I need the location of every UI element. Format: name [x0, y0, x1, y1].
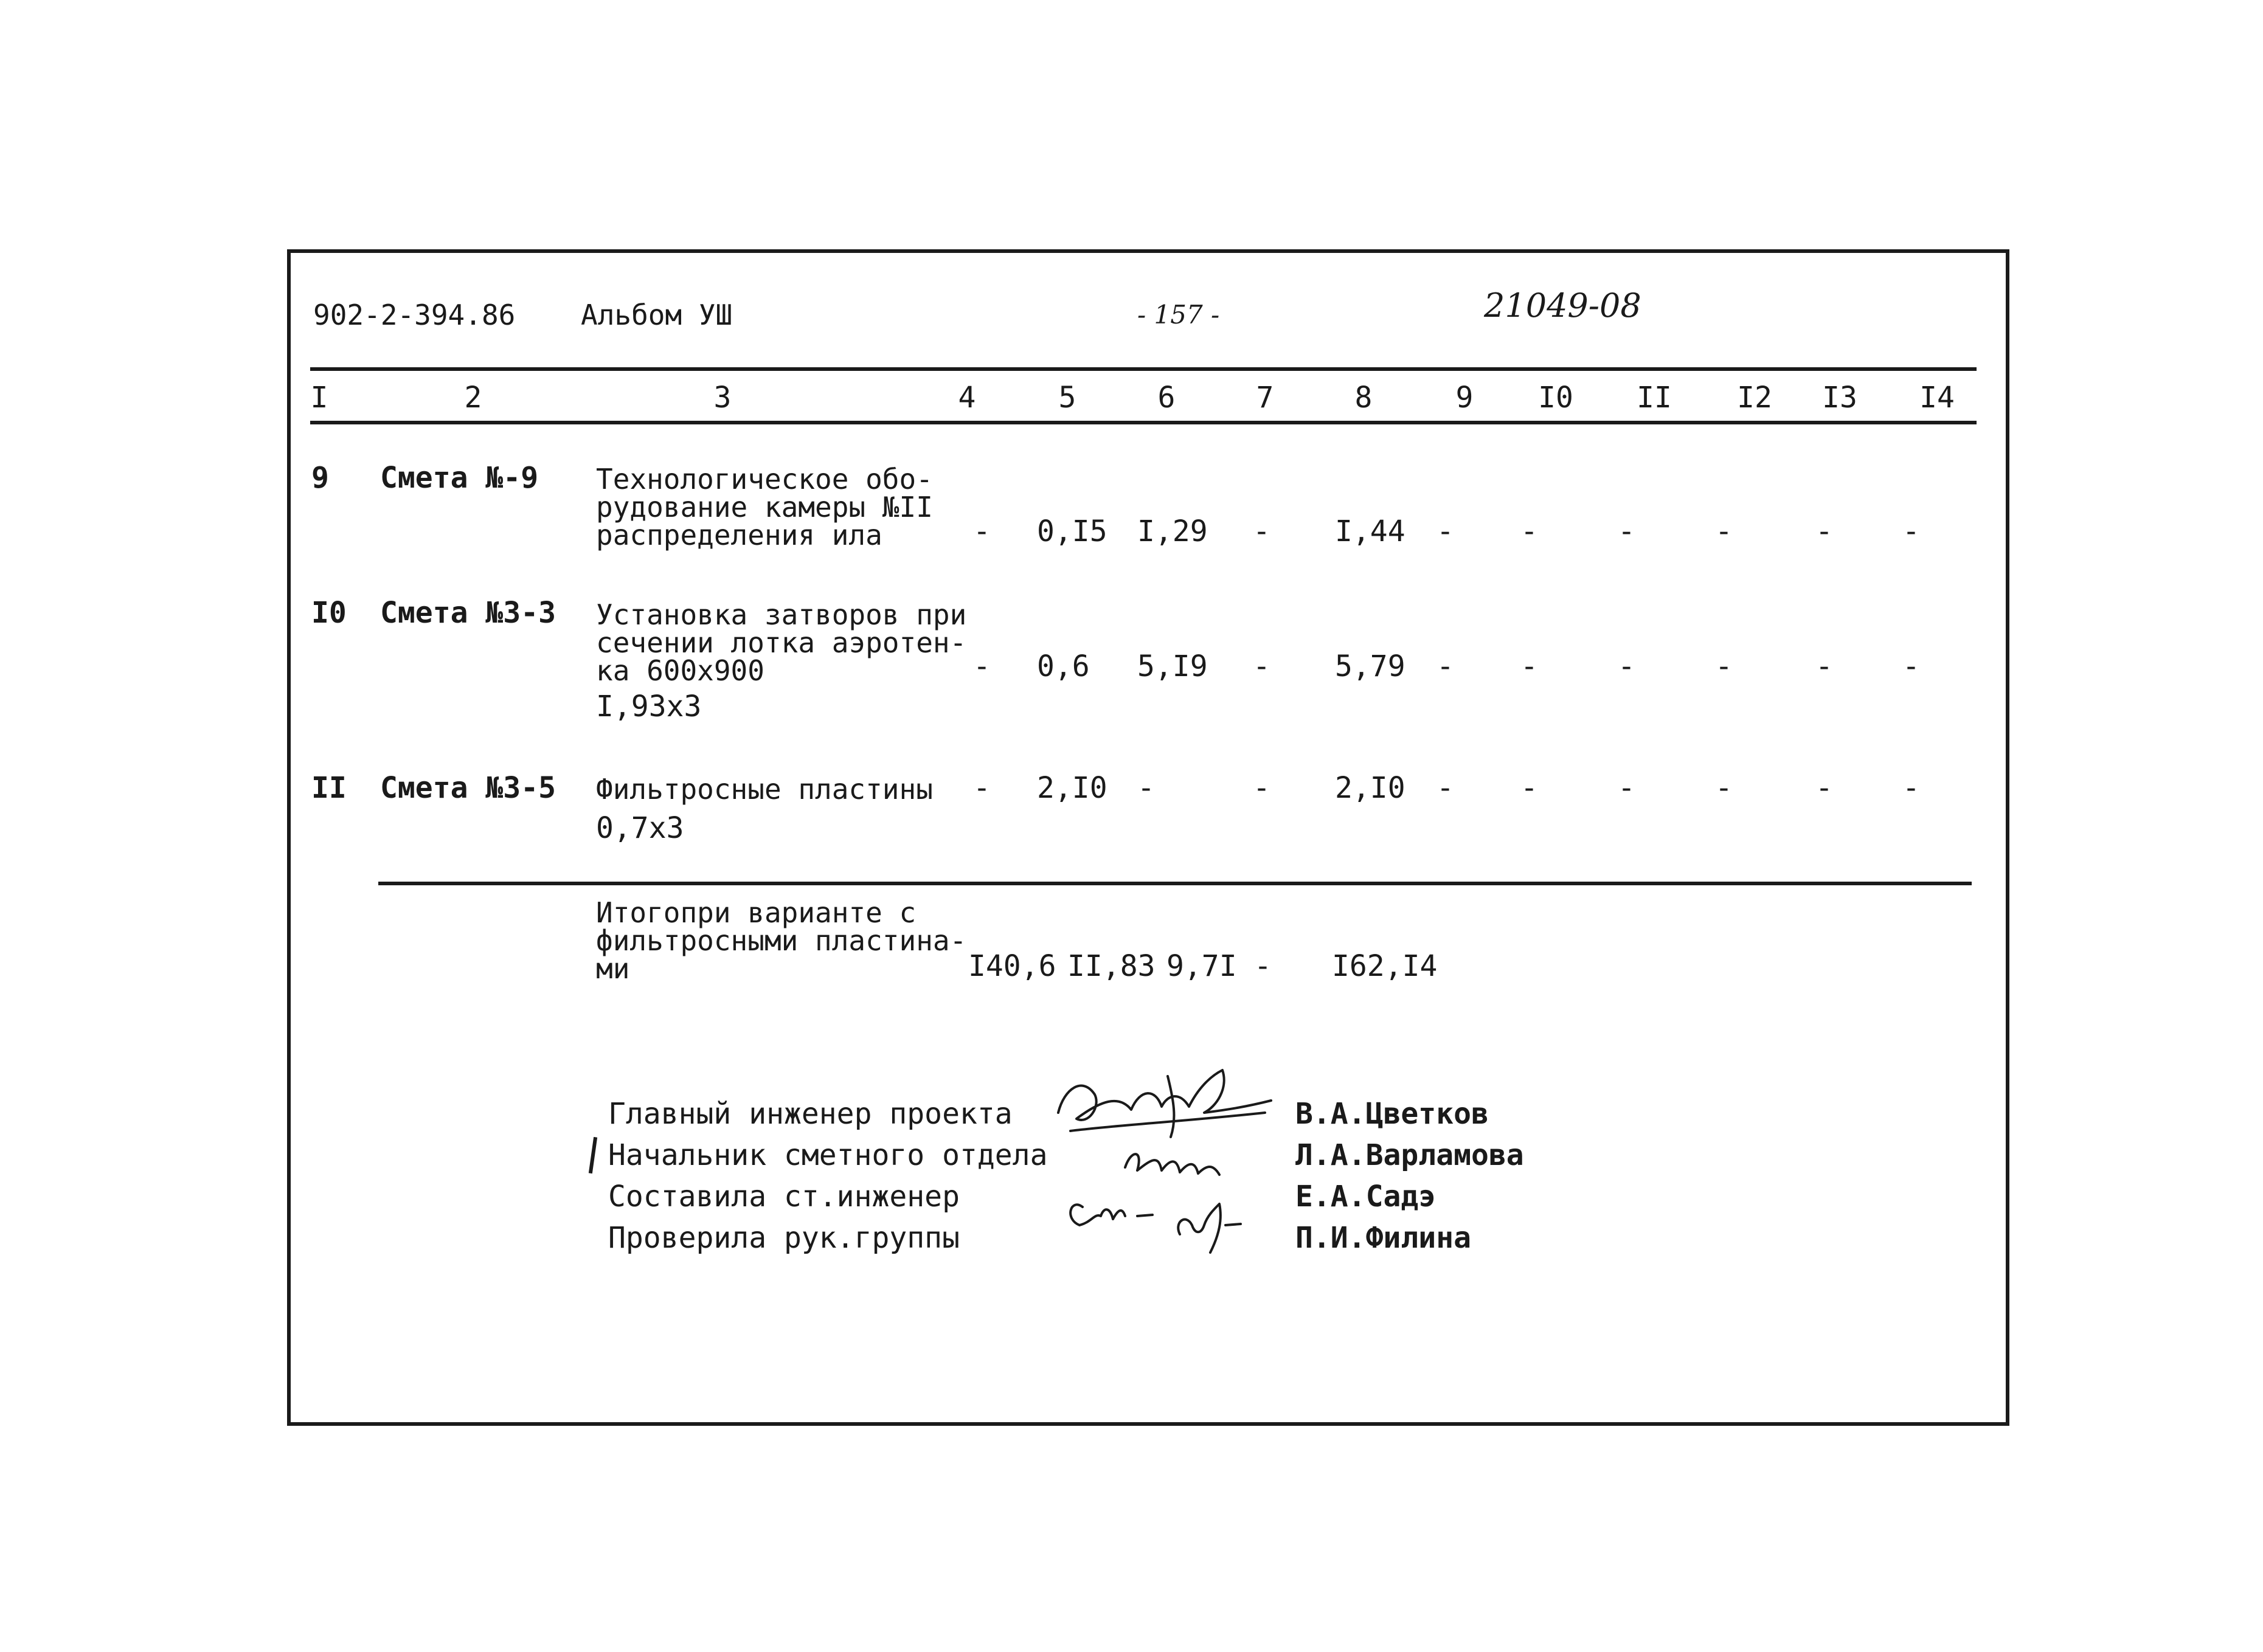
row-11-c10: - [1520, 771, 1538, 805]
col-header-3: 3 [713, 381, 732, 415]
row-9-estimate: Смета №-9 [380, 461, 539, 495]
row-10-desc-line-2: сечении лотка аэротен- [596, 626, 967, 659]
row-9-c4: - [973, 514, 991, 548]
row-9-c9: - [1436, 514, 1454, 548]
col-header-12: I2 [1737, 381, 1772, 415]
signature-stroke-2 [1125, 1154, 1219, 1175]
row-10-desc-line-1: Установка затворов при [596, 598, 967, 631]
row-10-desc-line-3: ка 600x900 [596, 654, 764, 687]
row-11-description [596, 773, 933, 806]
row-9-desc-line-3: распределения ила [596, 519, 882, 551]
signature-name-3: Е.А.Садэ [1295, 1180, 1436, 1214]
row-10-c8: 5,79 [1335, 649, 1405, 683]
row-10-extra: I,93x3 [596, 689, 702, 724]
total-desc-line-2: фильтросными пластина- [596, 924, 967, 957]
row-10-num: I0 [311, 596, 347, 630]
total-description [596, 896, 967, 985]
row-10-description [596, 598, 967, 687]
album-label: Альбом УШ [581, 299, 733, 331]
header-rule-top [310, 367, 1977, 371]
row-9-desc-line-1: Технологическое обо- [596, 463, 933, 496]
row-11-c7: - [1253, 771, 1270, 805]
total-desc-line-3: ми [596, 952, 630, 985]
row-9-c5: 0,I5 [1037, 514, 1107, 548]
col-header-8: 8 [1354, 381, 1373, 415]
signature-role-2: Начальник сметного отдела [608, 1138, 1048, 1172]
row-11-num: II [311, 771, 347, 805]
row-11-c11: - [1618, 771, 1635, 805]
row-9-c10: - [1520, 514, 1538, 548]
col-header-10: I0 [1538, 381, 1573, 415]
col-header-7: 7 [1256, 381, 1274, 415]
row-11-c6: - [1137, 771, 1155, 805]
row-11-c9: - [1436, 771, 1454, 805]
row-10-c10: - [1520, 649, 1538, 683]
row-9-num: 9 [311, 461, 329, 495]
signature-stroke-3 [1070, 1204, 1152, 1225]
col-header-4: 4 [958, 381, 976, 415]
total-rule [378, 882, 1972, 885]
row-11-c13: - [1815, 771, 1833, 805]
col-header-6: 6 [1157, 381, 1176, 415]
total-c4: I40,6 [968, 949, 1056, 983]
row-9-c11: - [1618, 514, 1635, 548]
signature-stroke-4 [1178, 1204, 1241, 1253]
row-9-c14: - [1902, 514, 1920, 548]
row-9-c6: I,29 [1137, 514, 1208, 548]
row-11-c8: 2,I0 [1335, 771, 1405, 805]
row-9-description [596, 465, 933, 549]
row-10-c4: - [973, 649, 991, 683]
total-c8: I62,I4 [1332, 949, 1438, 983]
doc-code: 902-2-394.86 [313, 299, 516, 331]
row-10-c9: - [1436, 649, 1454, 683]
handwritten-signatures [1046, 1052, 1301, 1271]
col-header-2: 2 [464, 381, 482, 415]
signature-role-3: Составила ст.инженер [608, 1180, 960, 1214]
total-desc-line-1: Итогопри варианте с [596, 896, 917, 929]
col-header-13: I3 [1822, 381, 1857, 415]
row-10-c7: - [1253, 649, 1270, 683]
row-10-c5: 0,6 [1037, 649, 1090, 683]
row-11-c5: 2,I0 [1037, 771, 1107, 805]
signature-role-4: Проверила рук.группы [608, 1221, 960, 1255]
row-9-c13: - [1815, 514, 1833, 548]
signature-role-1: Главный инженер проекта [608, 1097, 1013, 1131]
signature-name-4: П.И.Филина [1295, 1221, 1471, 1255]
total-c5: II,83 [1067, 949, 1156, 983]
row-10-c6: 5,I9 [1137, 649, 1208, 683]
total-c7: - [1254, 949, 1272, 983]
row-10-c11: - [1618, 649, 1635, 683]
inventory-number: 21049-08 [1484, 286, 1641, 325]
row-11-c12: - [1715, 771, 1733, 805]
row-9-c12: - [1715, 514, 1733, 548]
row-10-c14: - [1902, 649, 1920, 683]
row-10-estimate: Смета №3-3 [380, 596, 556, 630]
row-9-c8: I,44 [1335, 514, 1405, 548]
col-header-11: II [1637, 381, 1672, 415]
col-header-1: I [310, 381, 328, 415]
header-rule-bottom [310, 421, 1977, 424]
row-11-extra: 0,7x3 [596, 811, 684, 845]
signature-name-1: В.А.Цветков [1295, 1097, 1489, 1131]
row-11-desc-line-1: Фильтросные пластины [596, 773, 933, 806]
col-header-14: I4 [1919, 381, 1955, 415]
row-11-c14: - [1902, 771, 1920, 805]
row-11-estimate: Смета №3-5 [380, 771, 556, 805]
row-10-c13: - [1815, 649, 1833, 683]
row-10-c12: - [1715, 649, 1733, 683]
col-header-5: 5 [1058, 381, 1076, 415]
total-c6: 9,7I [1166, 949, 1237, 983]
row-9-c7: - [1253, 514, 1270, 548]
signature-stroke-1 [1058, 1070, 1271, 1137]
signature-name-2: Л.А.Варламова [1295, 1138, 1524, 1172]
page-number: - 157 - [1137, 300, 1220, 330]
row-9-desc-line-2: рудование камеры №II [596, 491, 933, 524]
col-header-9: 9 [1455, 381, 1474, 415]
row-11-c4: - [973, 771, 991, 805]
